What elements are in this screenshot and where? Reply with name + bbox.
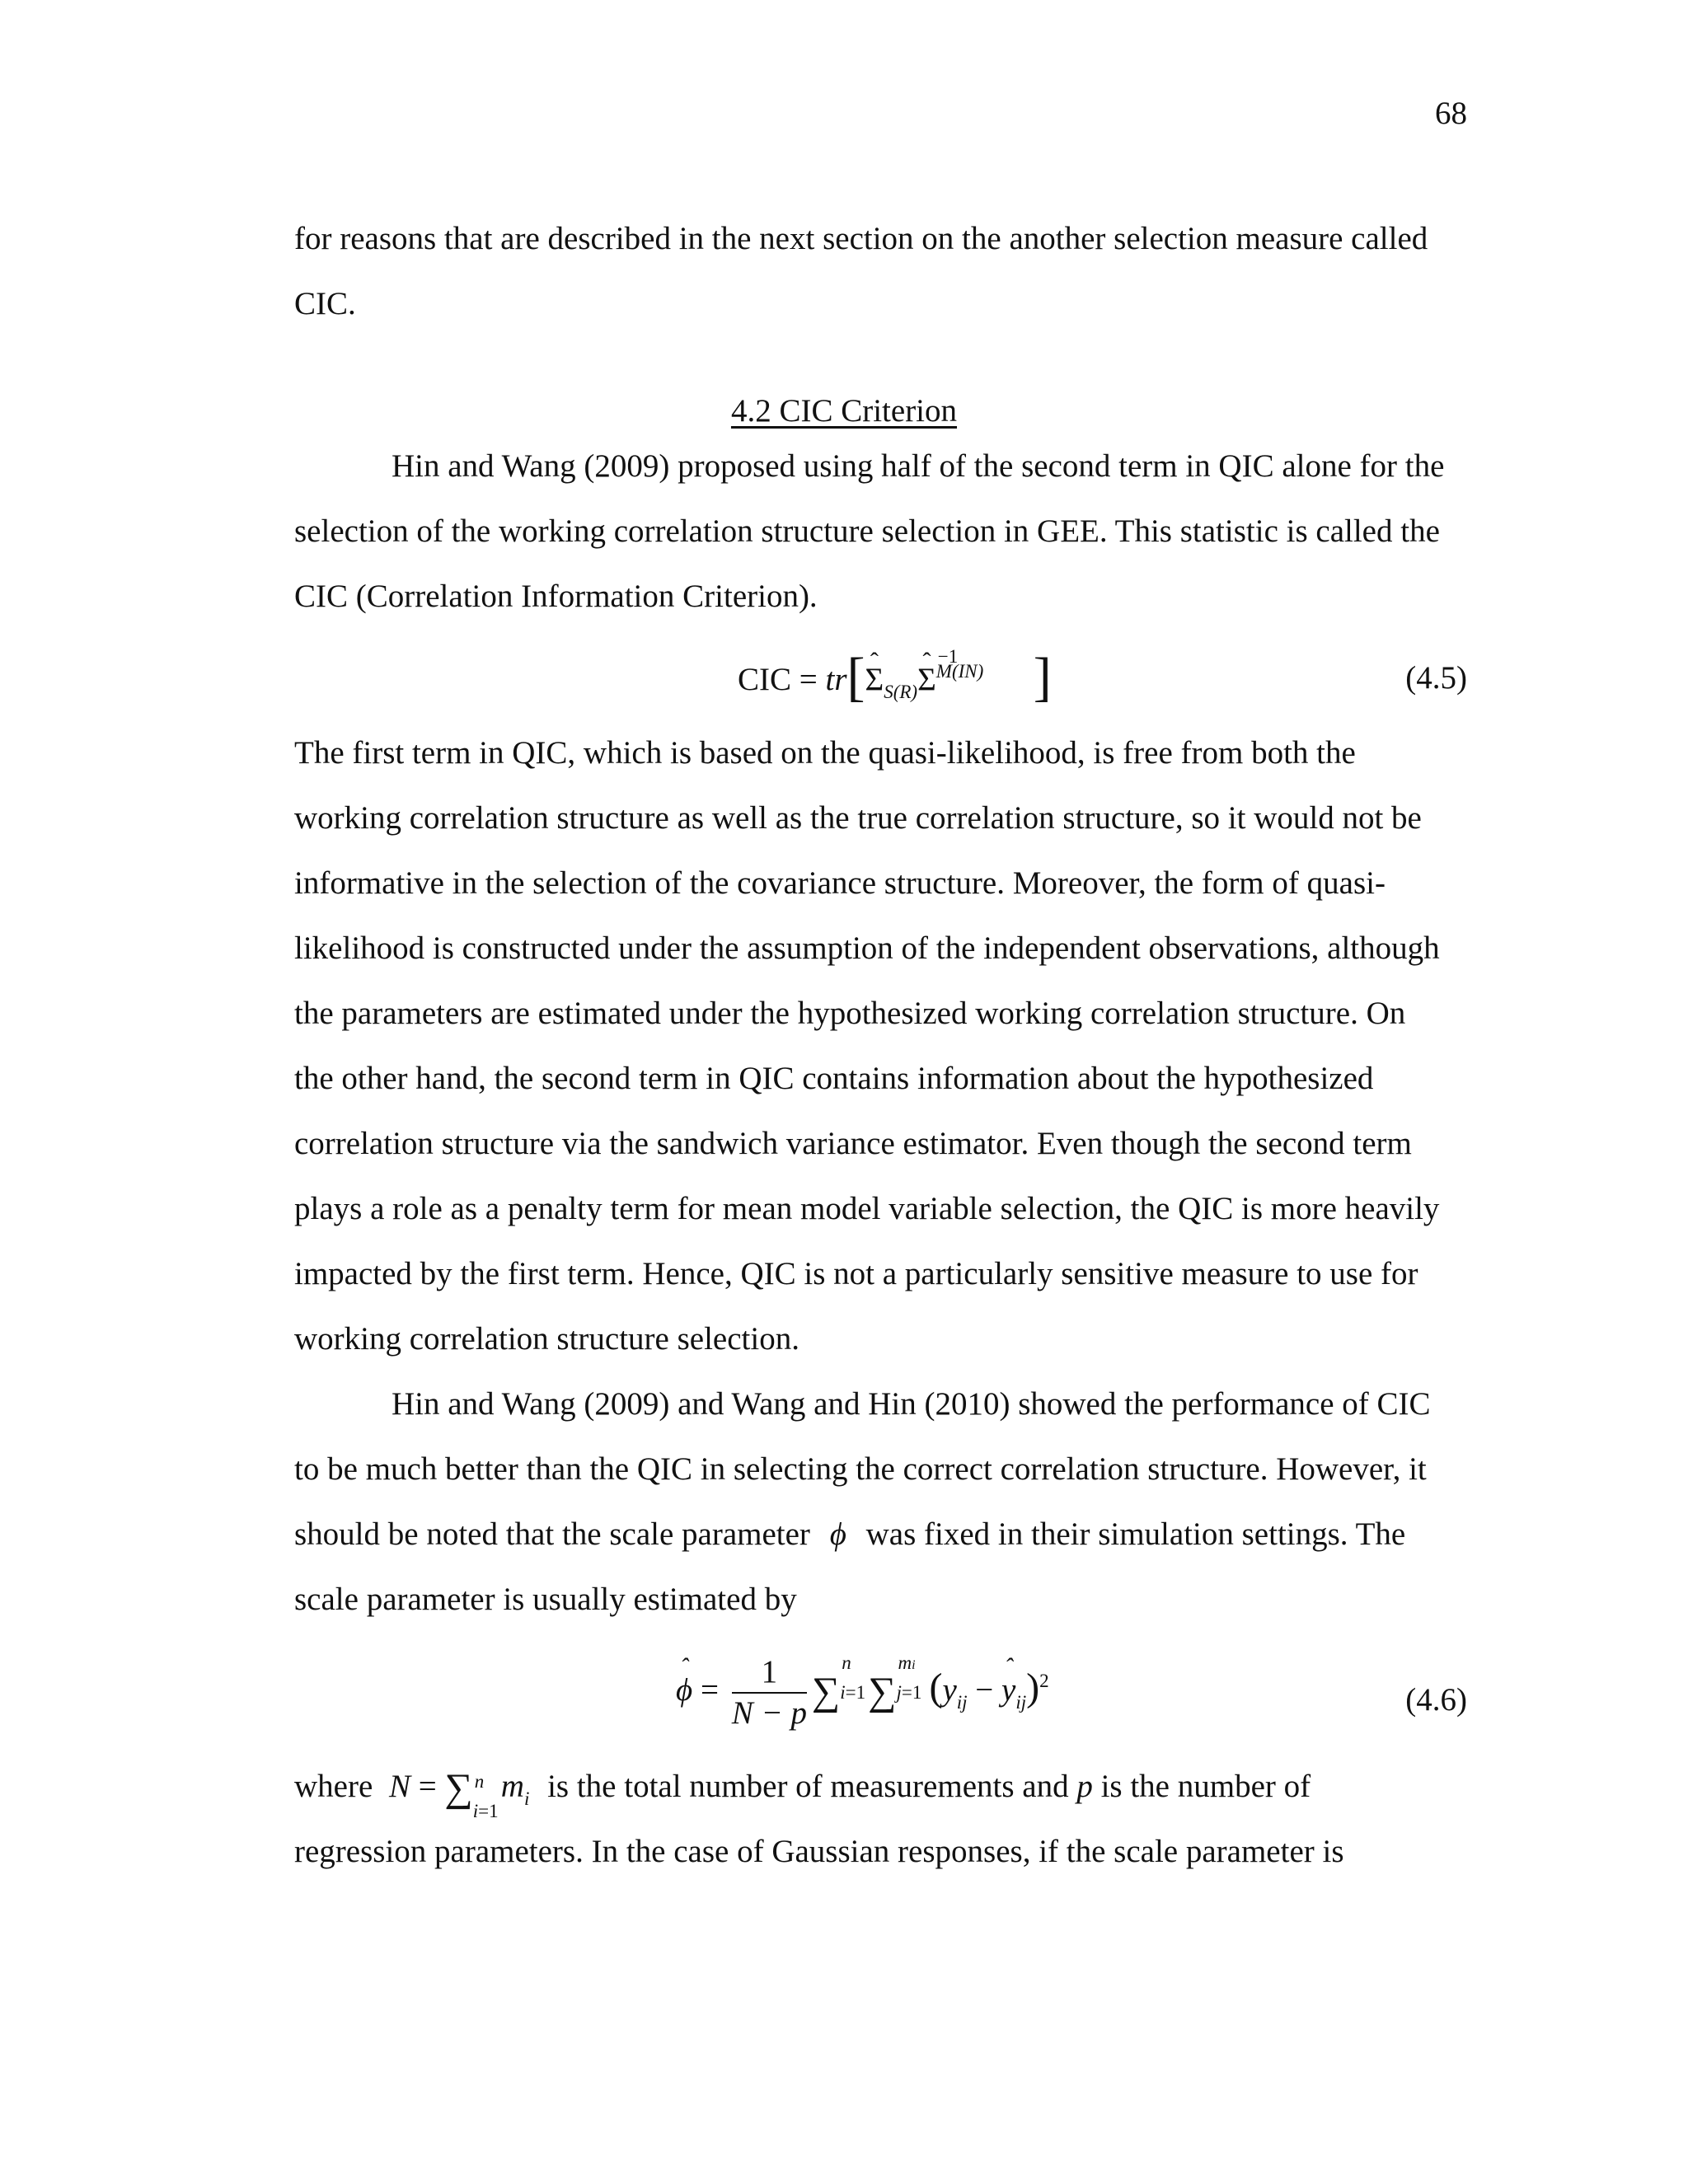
text-line: the parameters are estimated under the hypothesized working correlation structure. On	[294, 996, 1406, 1031]
text-fragment: is the number of	[1100, 1769, 1311, 1804]
text-line: selection of the working correlation structure selection in GEE. This statistic is called the	[294, 513, 1440, 549]
page-number: 68	[1435, 96, 1467, 131]
eq46-numerator: 1	[732, 1652, 807, 1694]
phi-symbol: ϕ	[829, 1516, 846, 1552]
eq46-lhs: ˆ ϕ	[676, 1671, 692, 1708]
text-fragment: was fixed in their simulation settings. The	[865, 1516, 1406, 1552]
sum-glyph: ∑	[812, 1669, 841, 1713]
inline-top: n	[474, 1771, 485, 1792]
inline-sub: i	[523, 1788, 530, 1809]
text-line: The first term in QIC, which is based on the quasi-likelihood, is free from both the	[294, 735, 1356, 771]
text-line: CIC (Correlation Information Criterion).	[294, 579, 818, 614]
inline-p: p	[1076, 1769, 1093, 1804]
eq46-square: 2	[1039, 1670, 1049, 1691]
eq46-top2sub: i	[912, 1657, 916, 1672]
inline-N: N	[389, 1769, 411, 1804]
inline-equals: =	[418, 1769, 437, 1804]
text-line: scale parameter is usually estimated by	[294, 1582, 797, 1617]
sum-glyph: ∑	[444, 1766, 473, 1810]
text-line: CIC.	[294, 286, 356, 321]
text-line: regression parameters. In the case of Gaussian responses, if the scale parameter is	[294, 1834, 1344, 1869]
text-line: the other hand, the second term in QIC contains information about the hypothesized	[294, 1061, 1374, 1096]
eq46-fraction	[732, 1652, 807, 1733]
text-line: Hin and Wang (2009) and Wang and Hin (2010) showed the performance of CIC	[392, 1386, 1431, 1422]
inline-equation-N: N = ∑ n i=1 $m_i$	[389, 1769, 529, 1804]
eq45-lhs: CIC	[738, 662, 792, 697]
text-line: for reasons that are described in the next section on the another selection measure called	[294, 221, 1428, 256]
eq45-equals: =	[799, 662, 818, 697]
left-paren-glyph: (	[929, 1665, 943, 1709]
text-line: working correlation structure selection.	[294, 1321, 799, 1357]
eq46-top1: n	[842, 1652, 851, 1673]
eq46-denominator: N − p	[731, 1695, 808, 1731]
section-heading-text: 4.2 CIC Criterion	[730, 393, 958, 429]
equation-number-4-6: (4.6)	[1405, 1682, 1467, 1718]
eq46-ij: ij	[956, 1691, 968, 1713]
eq46-y: y	[942, 1671, 957, 1708]
eq46-minus: −	[975, 1671, 994, 1708]
right-bracket-glyph: ]	[1033, 647, 1052, 707]
text-line	[294, 1502, 1405, 1567]
inline-m: m	[500, 1769, 524, 1804]
eq45-sigma1: ˆ Σ	[865, 647, 884, 712]
text-line: informative in the selection of the covariance structure. Moreover, the form of quasi-	[294, 865, 1386, 901]
text-line: correlation structure via the sandwich variance estimator. Even though the second term	[294, 1126, 1412, 1161]
text-line: working correlation structure as well as the true correlation structure, so it would not be	[294, 800, 1422, 836]
eq45-sup: −1	[937, 646, 959, 667]
text-line: to be much better than the QIC in selecting the correct correlation structure. However, it	[294, 1451, 1427, 1487]
eq45-sigma2: ˆ Σ	[917, 647, 936, 712]
eq46-top2: m	[898, 1652, 912, 1673]
text-line: plays a role as a penalty term for mean model variable selection, the QIC is more heavily	[294, 1191, 1440, 1226]
text-line: likelihood is constructed under the assumption of the independent observations, although	[294, 930, 1440, 966]
eq46-equals: =	[700, 1671, 719, 1708]
text-line: Hin and Wang (2009) proposed using half of the second term in QIC alone for the	[392, 448, 1445, 484]
text-fragment: where	[294, 1769, 373, 1804]
equation-4-6: ˆ ϕ = $\frac{1}{N - p}$ ∑ n i=1 ∑ mi j=1 ($y_{ij}$ − ˆ $y_{ij})^2$	[676, 1652, 1049, 1733]
text-line: impacted by the first term. Hence, QIC is not a particularly sensitive measure to use for	[294, 1256, 1418, 1291]
left-bracket-glyph: [	[846, 647, 865, 707]
text-fragment: should be noted that the scale parameter	[294, 1516, 810, 1552]
eq46-yhat: ˆ y	[1001, 1671, 1015, 1708]
eq45-sub2: M(IN)	[935, 661, 984, 682]
eq46-ij2: ij	[1015, 1691, 1027, 1713]
equation-number-4-5: (4.5)	[1405, 660, 1467, 696]
sum-glyph: ∑	[868, 1669, 897, 1713]
eq45-sub1: S(R)	[884, 682, 918, 702]
eq45-tr: tr	[825, 662, 847, 697]
text-fragment: is the total number of measurements and	[547, 1769, 1069, 1804]
equation-4-5	[738, 644, 1052, 724]
right-paren-glyph: )	[1026, 1665, 1040, 1709]
